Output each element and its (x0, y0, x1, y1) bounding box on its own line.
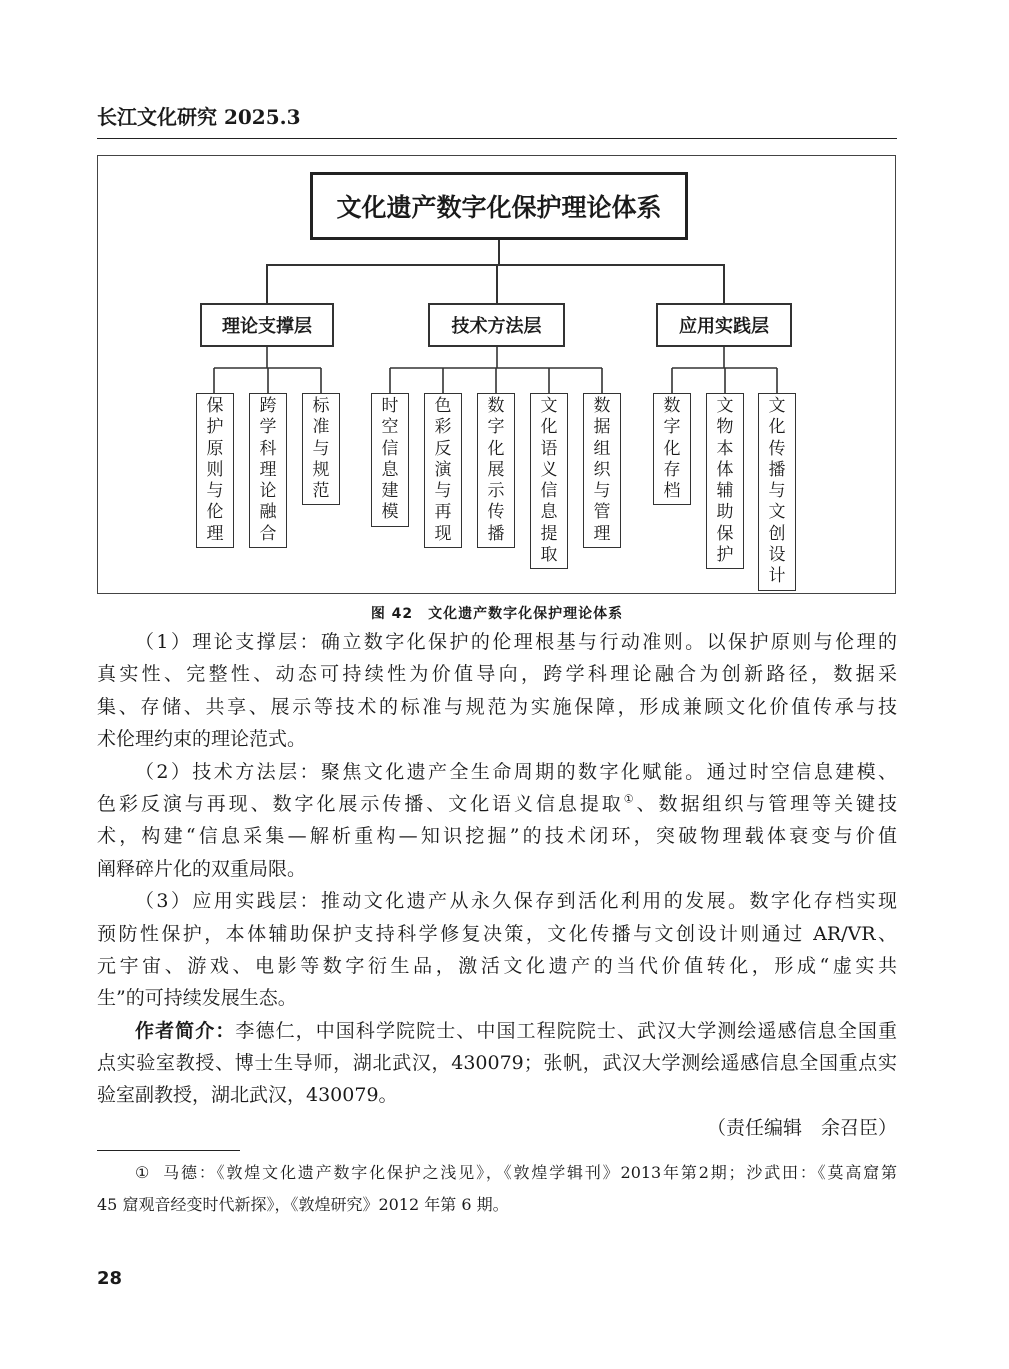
diagram-leaf-node: 标准与规范 (302, 393, 340, 505)
diagram-leaf-node: 时空信息建模 (371, 393, 409, 527)
text-line: 点实验室教授、博士生导师，湖北武汉，430079；张帆，武汉大学测绘遥感信息全国重点实 (97, 1052, 897, 1075)
text-segment: 色彩反演与再现、数字化展示传播、文化语义信息提取 (97, 792, 624, 815)
text-line: （3）应用实践层：推动文化遗产从永久保存到活化利用的发展。数字化存档实现 (135, 890, 897, 913)
running-head: 长江文化研究 2025.3 (97, 105, 301, 129)
figure-caption: 图 42 文化遗产数字化保护理论体系 (370, 606, 624, 622)
diagram-leaf-node: 数字化存档 (653, 393, 691, 505)
paragraph-technique-layer (97, 756, 897, 886)
text-segment: 马德：《敦煌文化遗产数字化保护之浅见》，《敦煌学辑刊》2013年第2期；沙武田：《莫高窟第 (163, 1163, 897, 1182)
diagram-leaf-node: 数字化展示传播 (477, 393, 515, 548)
diagram-leaf-node: 数据组织与管理 (583, 393, 621, 548)
text-line: 预防性保护，本体辅助保护支持科学修复决策，文化传播与文创设计则通过 AR/VR、 (97, 922, 897, 945)
diagram-leaf-node: 色彩反演与再现 (424, 393, 462, 548)
text-segment: 李德仁，中国科学院院士、中国工程院院士、武汉大学测绘遥感信息全国重 (235, 1019, 897, 1042)
diagram-leaf-node: 跨学科理论融合 (249, 393, 287, 548)
footnotes (97, 1157, 897, 1221)
diagram-leaf-node: 文化语义信息提取 (530, 393, 568, 569)
responsible-editor: （责任编辑 余召臣） (706, 1117, 897, 1139)
text-line: （1）理论支撑层：确立数字化保护的伦理根基与行动准则。以保护原则与伦理的 (135, 631, 897, 653)
diagram-leaf-node: 保护原则与伦理 (196, 393, 234, 548)
text-line: 元宇宙、游戏、电影等数字衍生品，激活文化遗产的当代价值转化，形成“虚实共 (97, 954, 897, 977)
footnote-reference: ① (623, 792, 637, 806)
footnote-rule (97, 1150, 240, 1151)
footnote-line (97, 1157, 897, 1189)
diagram-leaf-node: 文物本体辅助保护 (706, 393, 744, 569)
text-line: 集、存储、共享、展示等技术的标准与规范为实施保障，形成兼顾文化价值传承与技 (97, 695, 897, 718)
footnote-line: 45 窟观音经变时代新探》，《敦煌研究》2012 年第 6 期。 (97, 1195, 509, 1214)
body-text (97, 626, 897, 1112)
text-line: 生”的可持续发展生态。 (97, 987, 297, 1010)
text-line: 阐释碎片化的双重局限。 (97, 857, 307, 880)
page-number: 28 (97, 1268, 123, 1289)
paragraph-application-layer (97, 885, 897, 1015)
diagram-root-node: 文化遗产数字化保护理论体系 (310, 172, 688, 240)
text-line (97, 788, 897, 820)
text-line: 真实性、完整性、动态可持续性为价值导向，跨学科理论融合为创新路径，数据采 (97, 663, 897, 686)
footnote-marker: ① (135, 1163, 152, 1182)
text-line: （2）技术方法层：聚焦文化遗产全生命周期的数字化赋能。通过时空信息建模、 (135, 760, 897, 783)
text-segment: 、数据组织与管理等关键技 (636, 792, 897, 815)
diagram-layer-application: 应用实践层 (656, 303, 792, 347)
author-bio-label: 作者简介： (135, 1019, 236, 1042)
text-line: 术伦理约束的理论范式。 (97, 728, 307, 751)
author-bio (97, 1015, 897, 1112)
header-rule (97, 138, 897, 139)
text-line (97, 1015, 897, 1047)
diagram-leaf-node: 文化传播与文创设计 (758, 393, 796, 591)
text-line: 验室副教授，湖北武汉，430079。 (97, 1084, 398, 1107)
paragraph-theory-layer (97, 626, 897, 756)
text-line: 术，构建“信息采集—解析重构—知识挖掘”的技术闭环，突破物理载体衰变与价值 (97, 825, 897, 848)
diagram-layer-theory: 理论支撑层 (200, 303, 334, 347)
diagram-layer-technique: 技术方法层 (428, 303, 565, 347)
